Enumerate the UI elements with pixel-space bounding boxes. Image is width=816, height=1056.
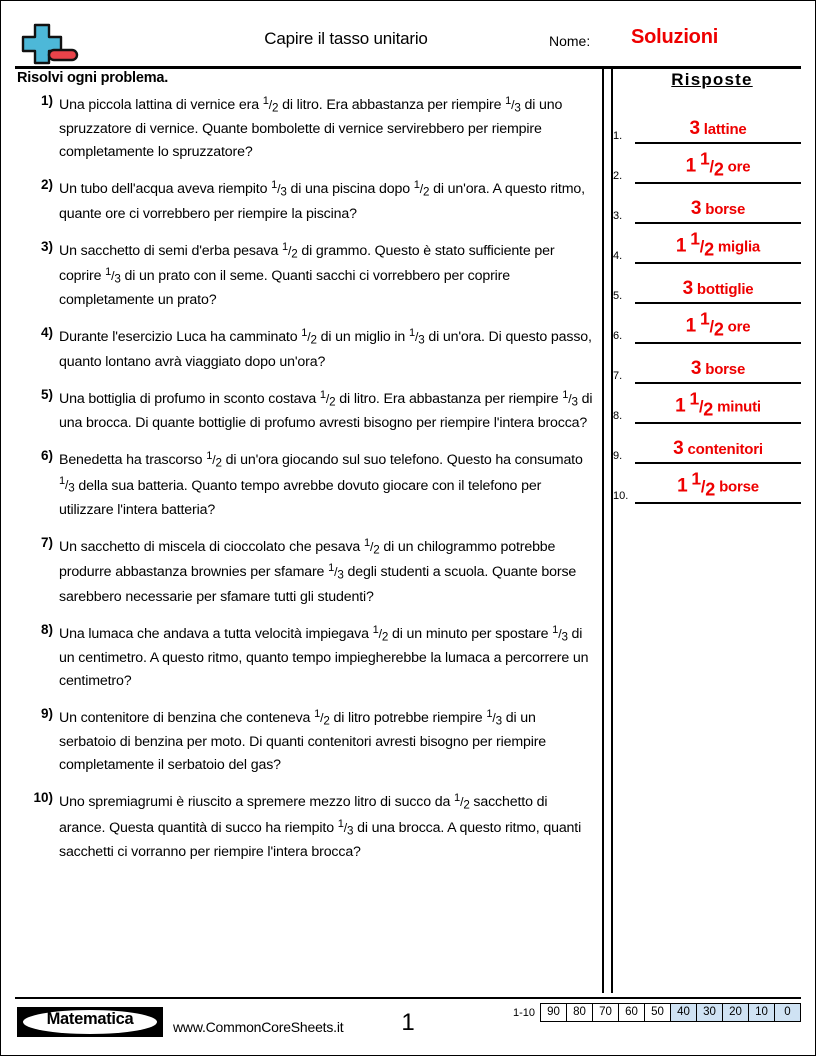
problem-text-segment: di una brocca. Di quante bottiglie di profumo avresti bisogno per riempire l'intera brocca?: [59, 390, 593, 432]
answer-whole: 3: [682, 278, 693, 300]
answer-blank-line[interactable]: [635, 344, 801, 384]
problem-text-segment: Una bottiglia di profumo in sconto costava: [59, 390, 320, 407]
fraction-denominator: 2: [423, 185, 430, 199]
problem-text-segment: Un tubo dell'acqua aveva riempito: [59, 181, 272, 198]
problem-text-segment: di grammo. Questo è stato sufficiente per coprire: [59, 242, 555, 285]
answer-whole: 3: [673, 438, 684, 460]
problem-text-segment: Durante l'esercizio Luca ha camminato: [59, 329, 302, 346]
problem-item: [15, 706, 595, 777]
problem-text-segment: sacchetto di arance. Questa quantità di succo ha riempito: [59, 794, 548, 836]
answer-value: [635, 199, 801, 220]
fraction-denominator: 3: [280, 185, 287, 199]
answer-row: [613, 464, 805, 504]
fraction-denominator: 2: [705, 479, 716, 500]
answer-number: 1.: [613, 130, 623, 142]
problem-number: 5): [40, 386, 53, 402]
fraction-slash: /: [343, 820, 348, 835]
scale-cell: 50: [645, 1004, 671, 1021]
fraction-slash: /: [419, 182, 423, 197]
site-url: www.CommonCoreSheets.it: [173, 1019, 344, 1035]
problem-text-segment: di un prato con il seme. Quanti sacchi ci vorrebbero per coprire completamente un prato?: [59, 268, 510, 309]
fraction-numerator: 1: [328, 562, 335, 575]
problem-item: [15, 622, 595, 693]
plus-minus-icon: [17, 21, 83, 65]
fraction: [486, 707, 502, 728]
fraction-numerator: 1: [454, 792, 461, 805]
problem-text-segment: degli studenti a scuola. Quante borse sarebbero necessarie per sfamare tutti gli studenti?: [59, 564, 577, 605]
answer-blank-line[interactable]: [635, 424, 801, 464]
fraction-slash: /: [709, 157, 714, 176]
fraction-numerator: 1: [363, 536, 370, 549]
fraction-denominator: 2: [713, 159, 724, 180]
answer-row: [613, 424, 805, 464]
fraction: [454, 794, 470, 810]
answer-value: [635, 389, 801, 420]
answer-value: [635, 359, 801, 380]
fraction: [505, 97, 521, 113]
scale-cell: 10: [749, 1004, 775, 1021]
fraction-slash: /: [65, 478, 69, 493]
fraction-denominator: 2: [713, 319, 724, 340]
problem-number: 1): [40, 93, 53, 108]
fraction-numerator: 1: [206, 450, 213, 463]
fraction-slash: /: [511, 97, 515, 112]
fraction-numerator: 1: [271, 179, 278, 192]
answer-value: [635, 119, 801, 140]
problem-text-segment: di litro. Era abbastanza per riempire: [278, 96, 506, 113]
problem-text: [59, 93, 595, 164]
problem-number: 10): [33, 790, 53, 806]
fraction-slash: /: [568, 391, 572, 406]
answer-row: [613, 144, 805, 184]
problem-number: 3): [40, 238, 53, 254]
fraction: [282, 240, 298, 261]
problem-text-segment: di litro potrebbe riempire: [329, 709, 487, 726]
problem-text: [59, 535, 595, 609]
fraction-denominator: 2: [373, 543, 380, 557]
header-divider-rule: [15, 66, 801, 69]
problem-text-segment: Un sacchetto di miscela di cioccolato che pesava: [59, 538, 364, 555]
answer-value: [635, 229, 801, 260]
answer-whole: 1: [677, 475, 688, 497]
fraction-numerator: 1: [282, 240, 289, 253]
grading-scale: [513, 1003, 801, 1022]
answer-whole: 3: [689, 118, 700, 140]
answer-row: [613, 344, 805, 384]
problem-text-segment: Benedetta ha trascorso: [59, 452, 207, 469]
fraction-numerator: 1: [699, 308, 710, 329]
scale-cell: 40: [671, 1004, 697, 1021]
problem-text-segment: di un chilogrammo potrebbe produrre abbastanza brownies per sfamare: [59, 538, 556, 581]
problem-text-segment: di un'ora giocando sul suo telefono. Questo ha consumato: [221, 452, 583, 469]
problem-item: [15, 387, 595, 435]
answer-whole: 1: [675, 235, 687, 257]
fraction: [372, 623, 389, 644]
fraction-slash: /: [325, 391, 330, 406]
answer-whole: 1: [675, 395, 686, 417]
fraction-slash: /: [320, 710, 324, 725]
fraction-denominator: 3: [418, 333, 425, 347]
problem-text: [59, 448, 595, 522]
fraction-denominator: 2: [323, 714, 330, 728]
answer-row: [613, 224, 805, 264]
fraction-numerator: 1: [413, 179, 420, 192]
problem-text-segment: di un miglio in: [316, 329, 409, 346]
problem-text-segment: di una brocca. A questo ritmo, quanti sacchetti ci vorranno per riempire l'intera brocca?: [59, 819, 582, 861]
name-label: Nome:: [549, 33, 591, 49]
fraction-numerator: 1: [690, 228, 700, 249]
fraction: [409, 329, 425, 345]
scale-cell: 80: [567, 1004, 593, 1021]
problem-text-segment: di un'ora. A questo ritmo, quante ore ci vorrebbero per riempire la piscina?: [59, 181, 585, 222]
answer-number: 7.: [613, 370, 623, 382]
scale-cell: 90: [541, 1004, 567, 1021]
fraction-numerator: 1: [262, 95, 269, 107]
fraction-denominator: 2: [310, 333, 317, 347]
problem-text: [59, 622, 595, 693]
fraction: [105, 268, 121, 284]
fraction: [271, 181, 287, 197]
answer-whole: 3: [690, 198, 702, 220]
fraction: [319, 388, 336, 409]
fraction-numerator: 1: [319, 388, 326, 401]
answer-row: [613, 304, 805, 344]
answer-blank-line[interactable]: [635, 264, 801, 304]
answer-row: [613, 384, 805, 424]
fraction-numerator: 1: [59, 475, 66, 488]
fraction: [691, 468, 716, 500]
answer-unit: ore: [727, 158, 751, 176]
problem-text-segment: di un minuto per spostare: [388, 625, 553, 642]
problem-number: 9): [40, 705, 53, 721]
fraction-slash: /: [460, 795, 464, 810]
answer-value: [635, 149, 801, 180]
answer-value: [635, 439, 801, 460]
fraction-slash: /: [111, 269, 115, 284]
fraction: [328, 564, 344, 580]
fraction: [314, 707, 330, 728]
fraction: [206, 452, 222, 468]
problem-text-segment: di un'ora. Di questo passo, quanto lontano avrà viaggiato dopo un'ora?: [59, 329, 592, 370]
fraction: [699, 148, 724, 180]
fraction-denominator: 2: [291, 247, 298, 261]
fraction: [337, 817, 354, 838]
problem-text: [59, 177, 595, 225]
answer-blank-line[interactable]: [635, 464, 801, 504]
answer-unit: miglia: [717, 238, 761, 256]
answers-list: [613, 104, 805, 504]
answer-unit: contenitori: [687, 441, 763, 459]
footer-divider-rule: [15, 997, 801, 999]
fraction-numerator: 1: [486, 707, 493, 720]
problem-number: 6): [40, 448, 53, 464]
answer-whole: 3: [690, 358, 702, 380]
fraction-slash: /: [698, 397, 704, 416]
scale-cell: 20: [723, 1004, 749, 1021]
fraction-denominator: 3: [68, 482, 75, 496]
fraction-numerator: 1: [699, 148, 710, 169]
answer-row: [613, 184, 805, 224]
answer-blank-line[interactable]: [635, 104, 801, 144]
fraction-numerator: 1: [505, 95, 512, 107]
answer-unit: minuti: [717, 398, 761, 416]
fraction-denominator: 2: [215, 456, 222, 470]
fraction-numerator: 1: [337, 817, 344, 830]
fraction-denominator: 3: [114, 272, 121, 286]
answers-heading: Risposte: [671, 70, 753, 89]
scale-cell: 0: [775, 1004, 800, 1021]
problem-text-segment: di un serbatoio di benzina per moto. Di quanti contenitori avresti bisogno per riempire completamente il serbatoio del gas?: [59, 709, 547, 774]
fraction-denominator: 2: [703, 399, 714, 420]
answer-blank-line[interactable]: [635, 384, 801, 424]
fraction-slash: /: [492, 710, 496, 725]
problem-number: 8): [40, 621, 53, 637]
answer-number: 4.: [613, 250, 623, 262]
problem-text: [59, 790, 595, 864]
fraction-slash: /: [378, 626, 382, 641]
problem-item: [15, 790, 595, 864]
fraction-numerator: 1: [314, 707, 321, 720]
problem-text: [59, 325, 595, 373]
answer-unit: lattine: [703, 121, 747, 139]
problem-number: 7): [40, 534, 53, 550]
answer-whole: 1: [685, 315, 696, 337]
page-number: 1: [401, 1009, 415, 1036]
fraction: [301, 329, 317, 345]
column-divider: [602, 67, 613, 993]
problems-list: [15, 93, 595, 877]
answer-blank-line[interactable]: [635, 304, 801, 344]
answer-unit: borse: [705, 361, 746, 379]
fraction: [689, 388, 714, 420]
answer-number: 6.: [613, 330, 623, 342]
fraction-slash: /: [334, 565, 338, 580]
page-title: Capire il tasso unitario: [264, 29, 428, 48]
fraction-slash: /: [277, 182, 281, 197]
problem-number: 2): [40, 177, 53, 193]
problem-text-segment: di un centimetro. A questo ritmo, quanto tempo impiegherebbe la lumaca a percorrere un centimetro?: [59, 625, 589, 689]
fraction-slash: /: [700, 477, 706, 496]
answer-value: [635, 279, 801, 300]
fraction: [263, 97, 279, 113]
answer-value: [635, 469, 801, 500]
answer-row: [613, 264, 805, 304]
fraction-denominator: 3: [495, 714, 502, 728]
answer-unit: borse: [719, 478, 759, 496]
problem-text-segment: di litro. Era abbastanza per riempire: [335, 390, 563, 407]
fraction-numerator: 1: [689, 388, 699, 409]
fraction: [699, 308, 724, 340]
answer-number: 5.: [613, 290, 623, 302]
fraction-slash: /: [307, 330, 311, 345]
answer-unit: ore: [727, 318, 751, 336]
problem-text-segment: Uno spremiagrumi è riuscito a spremere mezzo litro di succo da: [59, 794, 455, 811]
answer-whole: 1: [685, 155, 696, 177]
problem-text-segment: Una piccola lattina di vernice era: [59, 96, 263, 113]
answer-number: 8.: [613, 410, 623, 422]
problem-text: [59, 239, 595, 313]
problem-text-segment: di una piscina dopo: [286, 181, 414, 198]
fraction-denominator: 3: [561, 630, 568, 644]
scale-cells: [540, 1003, 801, 1022]
problem-text-segment: della sua batteria. Quanto tempo avrebbe dovuto giocare con il telefono per utilizzare l'intera batteria?: [59, 477, 542, 518]
problem-text: [59, 706, 595, 777]
fraction-slash: /: [369, 539, 374, 554]
fraction-denominator: 3: [347, 824, 354, 838]
problem-text-segment: Un contenitore di benzina che conteneva: [59, 709, 315, 726]
fraction-numerator: 1: [562, 388, 569, 401]
scale-range-label: 1-10: [512, 1006, 535, 1019]
problem-item: [15, 325, 595, 373]
scale-cell: 70: [593, 1004, 619, 1021]
problem-text-segment: Un sacchetto di semi d'erba pesava: [59, 242, 283, 259]
fraction-denominator: 2: [463, 798, 470, 812]
problem-item: [15, 239, 595, 313]
problem-text-segment: Una lumaca che andava a tutta velocità impiegava: [59, 625, 373, 642]
problem-item: [15, 448, 595, 522]
fraction-denominator: 2: [704, 239, 714, 260]
fraction-slash: /: [212, 453, 216, 468]
page-header: [1, 19, 815, 67]
problem-item: [15, 177, 595, 225]
problem-text: [59, 387, 595, 435]
name-value: Soluzioni: [631, 26, 719, 48]
answer-blank-line[interactable]: [635, 224, 801, 264]
problem-item: [15, 535, 595, 609]
fraction: [552, 623, 568, 644]
fraction: [363, 536, 380, 557]
answer-unit: borse: [705, 201, 746, 219]
scale-cell: 30: [697, 1004, 723, 1021]
fraction-denominator: 3: [337, 568, 344, 582]
fraction-denominator: 2: [381, 630, 389, 644]
instructions-text: Risolvi ogni problema.: [17, 70, 169, 86]
fraction-denominator: 2: [272, 101, 279, 115]
fraction-denominator: 2: [329, 395, 336, 409]
answer-blank-line[interactable]: [635, 184, 801, 224]
fraction-numerator: 1: [408, 327, 415, 340]
fraction-numerator: 1: [105, 266, 112, 279]
answer-number: 2.: [613, 170, 623, 182]
problem-text-segment: di uno spruzzatore di vernice. Quante bombolette di vernice servirebbero per riempire completamente lo spruzzatore?: [59, 96, 563, 161]
answer-row: [613, 104, 805, 144]
fraction-numerator: 1: [301, 327, 308, 340]
fraction-slash: /: [268, 97, 272, 112]
fraction-slash: /: [699, 237, 705, 256]
fraction: [414, 181, 430, 197]
problem-item: [15, 93, 595, 164]
fraction-denominator: 3: [514, 101, 521, 115]
fraction-slash: /: [288, 243, 292, 258]
scale-cell: 60: [619, 1004, 645, 1021]
fraction-numerator: 1: [691, 468, 701, 489]
brand-label: Matematica: [46, 1010, 134, 1028]
fraction-slash: /: [414, 330, 419, 345]
fraction-slash: /: [558, 626, 562, 641]
problem-number: 4): [40, 325, 53, 341]
fraction: [562, 388, 578, 409]
answer-number: 3.: [613, 210, 623, 222]
fraction: [690, 228, 714, 260]
fraction: [59, 475, 75, 496]
answer-unit: bottiglie: [696, 281, 754, 299]
fraction-slash: /: [709, 317, 714, 336]
answer-number: 10.: [613, 490, 629, 502]
fraction-denominator: 3: [571, 395, 578, 409]
fraction-numerator: 1: [372, 623, 379, 636]
answer-value: [635, 309, 801, 340]
answer-blank-line[interactable]: [635, 144, 801, 184]
fraction-numerator: 1: [552, 623, 559, 636]
answer-number: 9.: [613, 450, 623, 462]
